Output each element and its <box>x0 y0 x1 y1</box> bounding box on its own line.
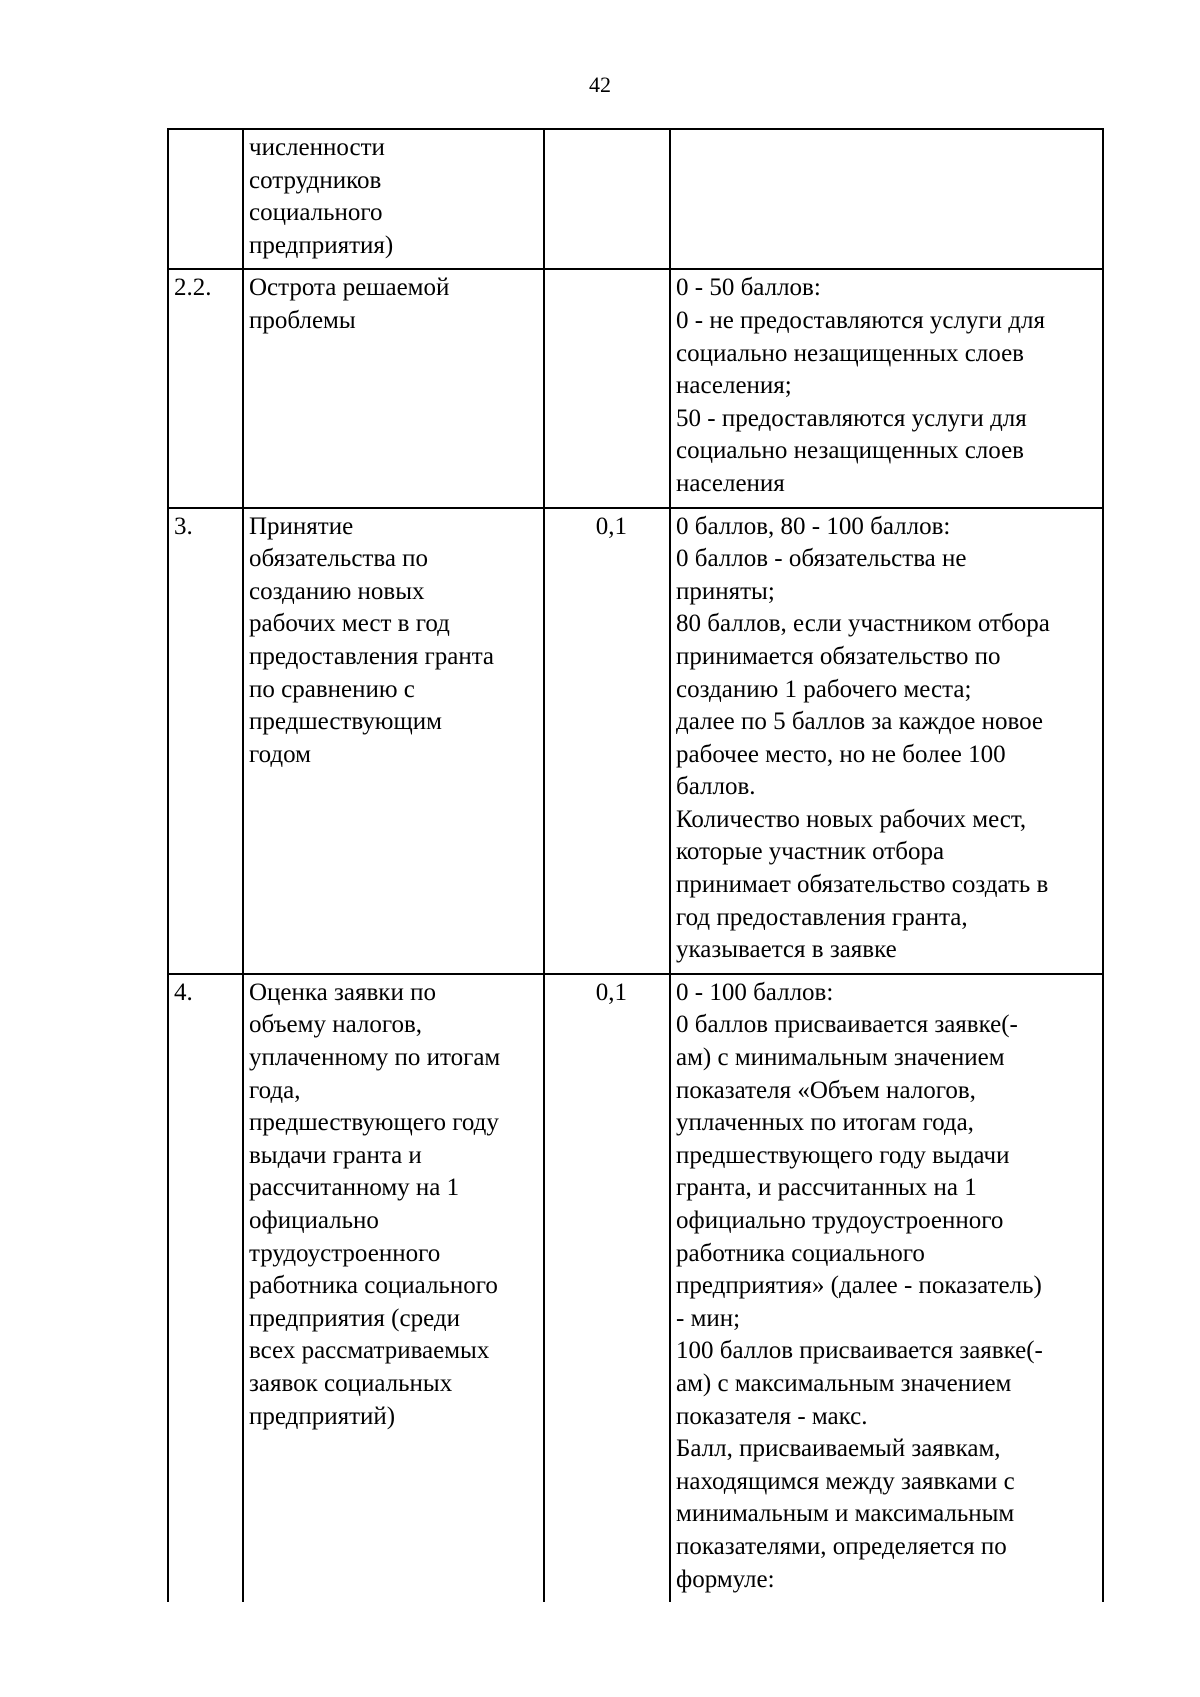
criterion-name-line: заявок социальных <box>249 1369 453 1397</box>
row-number-cell <box>168 129 243 269</box>
criterion-name-line: официально <box>249 1207 379 1234</box>
criterion-name-line: выдачи гранта и <box>249 1141 422 1169</box>
scoring-description-line: социально незащищенных слоев <box>676 437 1024 465</box>
scoring-description-line: показателя «Объем налогов, <box>676 1076 976 1104</box>
criterion-name-line: Принятие <box>249 512 354 540</box>
criterion-name-line: года, <box>249 1076 301 1104</box>
scoring-description-line: социально незащищенных слоев <box>676 339 1024 367</box>
criterion-name-line: всех рассматриваемых <box>249 1337 490 1365</box>
scoring-description-line: предприятия» (далее - показатель) <box>676 1272 1042 1300</box>
scoring-description-line: находящимся между заявками с <box>676 1467 1015 1495</box>
criterion-name-cell <box>243 508 544 974</box>
criterion-name-line: созданию новых <box>249 577 425 605</box>
scoring-description-line: гранта, и рассчитанных на 1 <box>676 1174 977 1202</box>
scoring-description-cell <box>670 129 1103 269</box>
scoring-description-line: баллов. <box>676 773 756 801</box>
weight-value: 0,1 <box>595 978 627 1006</box>
row-number-cell <box>168 508 243 974</box>
criterion-name-cell <box>243 269 544 507</box>
criteria-table <box>167 128 1104 1602</box>
criterion-name-line: работника социального <box>249 1272 498 1300</box>
criterion-name-line: рабочих мест в год <box>249 610 450 638</box>
criterion-name-line: проблемы <box>249 306 356 334</box>
scoring-description-line: которые участник отбора <box>676 838 945 866</box>
scoring-description-line: указывается в заявке <box>676 936 897 964</box>
scoring-description-line: официально трудоустроенного <box>676 1207 1004 1234</box>
criterion-name-line: предшествующим <box>249 708 442 736</box>
criterion-name-line: сотрудников <box>249 166 382 194</box>
table-row <box>168 129 1103 269</box>
scoring-description-line: приняты; <box>676 577 775 605</box>
scoring-description-line: принимает обязательство создать в <box>676 871 1049 899</box>
scoring-description-line: уплаченных по итогам года, <box>676 1109 974 1137</box>
criterion-name-line: предшествующего году <box>249 1109 499 1137</box>
criterion-name-line: предприятия) <box>249 231 394 259</box>
scoring-description-line: 50 - предоставляются услуги для <box>676 404 1027 432</box>
criterion-name-cell <box>243 129 544 269</box>
scoring-description-line: 0 - не предоставляются услуги для <box>676 306 1045 334</box>
weight-cell <box>544 974 670 1602</box>
scoring-description-cell <box>670 974 1103 1602</box>
scoring-description-line: формуле: <box>676 1565 775 1593</box>
criterion-name-line: Оценка заявки по <box>249 978 436 1006</box>
criterion-name-line: социального <box>249 199 383 227</box>
criterion-name-line: Острота решаемой <box>249 274 450 302</box>
scoring-description-line: принимается обязательство по <box>676 642 1001 670</box>
criterion-name-line: предприятий) <box>249 1402 396 1430</box>
weight-cell <box>544 129 670 269</box>
criterion-name-line: трудоустроенного <box>249 1239 441 1267</box>
scoring-description-line: ам) с максимальным значением <box>676 1369 1012 1397</box>
scoring-description-line: - мин; <box>676 1304 741 1332</box>
criterion-name-line: численности <box>249 134 385 161</box>
scoring-description-line: Балл, присваиваемый заявкам, <box>676 1435 1001 1463</box>
scoring-description-line: 0 - 50 баллов: <box>676 274 821 302</box>
scoring-description-line: Количество новых рабочих мест, <box>676 805 1027 833</box>
criterion-name-line: объему налогов, <box>249 1011 423 1039</box>
criterion-name-line: обязательства по <box>249 545 429 573</box>
row-number: 4. <box>174 978 193 1006</box>
scoring-description-line: созданию 1 рабочего места; <box>676 675 972 703</box>
scoring-description-line: рабочее место, но не более 100 <box>676 740 1006 768</box>
criterion-name-line: предприятия (среди <box>249 1304 460 1332</box>
scoring-description-cell <box>670 508 1103 974</box>
criterion-name-cell <box>243 974 544 1602</box>
criterion-name-line: уплаченному по итогам <box>249 1044 501 1072</box>
scoring-description-line: ам) с минимальным значением <box>676 1044 1005 1072</box>
row-number-cell <box>168 974 243 1602</box>
scoring-description-line: 0 - 100 баллов: <box>676 978 834 1006</box>
scoring-description-cell <box>670 269 1103 507</box>
scoring-description-line: минимальным и максимальным <box>676 1500 1015 1528</box>
table-row <box>168 508 1103 974</box>
row-number-cell <box>168 269 243 507</box>
scoring-description-line: работника социального <box>676 1239 925 1267</box>
scoring-description-line: далее по 5 баллов за каждое новое <box>676 708 1044 736</box>
weight-cell <box>544 269 670 507</box>
weight-cell <box>544 508 670 974</box>
table-row <box>168 974 1103 1602</box>
scoring-description-line: 0 баллов - обязательства не <box>676 545 967 573</box>
row-number: 2.2. <box>174 274 212 302</box>
criterion-name-line: предоставления гранта <box>249 642 495 670</box>
scoring-description-line: показателями, определяется по <box>676 1532 1007 1560</box>
criterion-name-line: годом <box>249 740 311 768</box>
scoring-description-line: 100 баллов присваивается заявке(- <box>676 1337 1043 1365</box>
row-number: 3. <box>174 512 193 540</box>
scoring-description-line: предшествующего году выдачи <box>676 1141 1010 1169</box>
scoring-description-line: населения <box>676 469 785 497</box>
scoring-description-line: показателя - макс. <box>676 1402 868 1430</box>
scoring-description-line: 0 баллов присваивается заявке(- <box>676 1011 1018 1039</box>
page-number: 42 <box>589 72 611 97</box>
table-row <box>168 269 1103 507</box>
criterion-name-line: по сравнению с <box>249 675 415 703</box>
scoring-description-line: 80 баллов, если участником отбора <box>676 610 1050 638</box>
scoring-description-line: населения; <box>676 372 792 400</box>
criterion-name-line: рассчитанному на 1 <box>249 1174 460 1202</box>
scoring-description-line: год предоставления гранта, <box>676 903 968 931</box>
weight-value: 0,1 <box>595 512 627 540</box>
scoring-description-line: 0 баллов, 80 - 100 баллов: <box>676 512 951 540</box>
